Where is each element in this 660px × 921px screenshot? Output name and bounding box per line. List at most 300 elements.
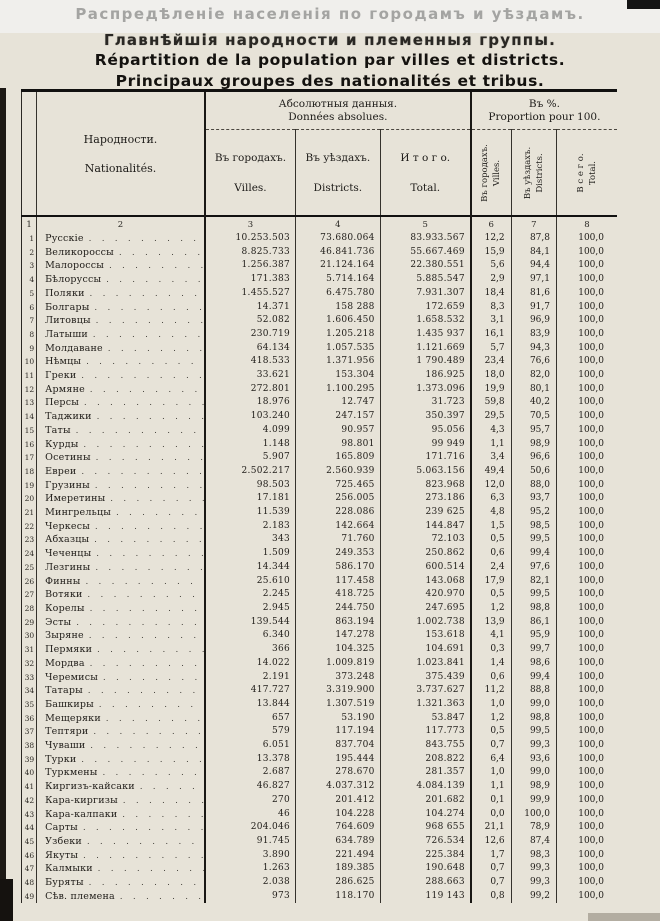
cities-value: 14.371 [205,301,296,315]
row-number: 47 [22,862,37,876]
table-row [22,465,618,479]
districts-value: 725.465 [296,479,381,493]
pct-total-value: 100,0 [578,342,604,353]
pct-total-label-fr: Total. [587,160,598,185]
total-value: 1.658.532 [380,314,471,328]
nationality-label: Русскіе [45,233,84,244]
cities-value: 6.051 [205,739,296,753]
table-row [22,273,618,287]
districts-value: 228.086 [296,506,381,520]
nationality-label: Литовцы [45,315,91,327]
pct-total-value: 100,0 [578,644,604,655]
nationality-label: Курды [45,438,79,450]
pct-total-value: 100,0 [578,753,604,764]
districts-value: 142.664 [296,520,381,534]
column-number: 7 [511,216,556,232]
nationality-name [37,780,205,794]
total-value: 22.380.551 [380,259,471,273]
dot-leader [95,301,204,315]
row-number: 43 [22,808,37,822]
districts-value: 189.385 [296,862,381,876]
total-value: 104.274 [380,808,471,822]
nationality-name [37,808,205,822]
nationality-name [37,588,205,602]
cities-value: 343 [205,533,296,547]
total-value: 143.068 [380,575,471,589]
districts-label-ru: Въ уѣздахъ. [305,151,371,164]
row-number: 32 [22,657,37,671]
row-number: 42 [22,794,37,808]
districts-label-fr: Districts. [313,181,363,194]
pct-total-value: 100,0 [578,863,604,874]
pct-cities-value: 6,3 [471,492,511,506]
nationality-name [37,301,205,315]
row-number: 5 [22,287,37,301]
pct-cities-label-ru: Въ городахъ. [480,143,491,202]
pct-cities-value: 0,7 [471,739,511,753]
pct-total-value: 100,0 [578,452,604,463]
table-row [22,753,618,767]
table-row [22,616,618,630]
table-row [22,561,618,575]
total-value: 823.968 [380,479,471,493]
districts-value: 53.190 [296,712,381,726]
districts-value: 1.371.956 [296,355,381,369]
total-value: 190.648 [380,862,471,876]
table-row [22,232,618,246]
pct-total-value: 100,0 [578,726,604,737]
dot-leader [97,643,204,657]
row-number: 36 [22,712,37,726]
pct-cities-value: 0,8 [471,890,511,904]
pct-districts-value: 91,7 [511,301,556,315]
total-value: 4.084.139 [380,780,471,794]
nationality-name [37,451,205,465]
pct-total-value: 100,0 [578,698,604,709]
dot-leader [108,342,204,356]
pct-total-value: 100,0 [578,287,604,298]
cities-value: 103.240 [205,410,296,424]
nationality-label: Армяне [45,383,85,395]
total-value: 1.435 937 [380,328,471,342]
districts-value: 373.248 [296,671,381,685]
pct-cities-value: 1,4 [471,657,511,671]
cities-value: 52.082 [205,314,296,328]
row-number: 49 [22,890,37,904]
pct-districts-value: 96,6 [511,451,556,465]
dot-leader [88,684,204,698]
absolute-data-group-header [205,91,471,130]
nationality-name [37,602,205,616]
districts-value: 5.714.164 [296,273,381,287]
row-number: 34 [22,684,37,698]
total-value: 247.695 [380,602,471,616]
districts-value: 71.760 [296,533,381,547]
cities-value: 91.745 [205,835,296,849]
dot-leader [89,629,204,643]
column-number: 8 [556,216,617,232]
cities-value: 139.544 [205,616,296,630]
table-row [22,684,618,698]
total-value: 153.618 [380,629,471,643]
cities-value: 2.945 [205,602,296,616]
table-row [22,520,618,534]
pct-cities-value: 0,7 [471,862,511,876]
pct-cities-value: 12,2 [471,232,511,246]
dot-leader [109,259,204,273]
table-row [22,424,618,438]
table-row [22,533,618,547]
percent-group-header [471,91,617,130]
total-value: 208.822 [380,753,471,767]
total-value: 171.716 [380,451,471,465]
nationality-label: Персы [45,397,79,409]
districts-value: 634.789 [296,835,381,849]
dot-leader [84,396,204,410]
cities-value: 1.455.527 [205,287,296,301]
row-number: 45 [22,835,37,849]
column-number: 4 [296,216,381,232]
dot-leader [106,273,204,287]
pct-districts-value: 98,3 [511,849,556,863]
dot-leader [122,808,203,822]
pct-cities-value: 5,6 [471,259,511,273]
nationality-name [37,424,205,438]
nationality-name [37,794,205,808]
total-value: 1.321.363 [380,698,471,712]
nationality-name [37,753,205,767]
districts-value: 278.670 [296,766,381,780]
nationality-label: Черкесы [45,520,90,532]
pct-total-value: 100,0 [578,274,604,285]
pct-total-value: 100,0 [578,438,604,449]
districts-value: 1.009.819 [296,657,381,671]
districts-value: 147.278 [296,629,381,643]
pct-cities-value: 0,3 [471,643,511,657]
cities-value: 270 [205,794,296,808]
row-number: 7 [22,314,37,328]
districts-value: 90.957 [296,424,381,438]
pct-districts-value: 98,9 [511,438,556,452]
total-value: 186.925 [380,369,471,383]
pct-total-value: 100,0 [578,507,604,518]
total-value: 288.663 [380,876,471,890]
table-row [22,629,618,643]
nationality-label: Малороссы [45,260,105,272]
total-value: 55.667.469 [380,246,471,260]
pct-cities-value: 12,6 [471,835,511,849]
table-row [22,314,618,328]
pct-districts-value: 98,6 [511,657,556,671]
pct-districts-value: 99,0 [511,766,556,780]
cities-value: 2.245 [205,588,296,602]
nationality-label: Лезгины [45,561,91,573]
nationality-label: Финны [45,575,81,587]
table-row [22,451,618,465]
districts-value: 247.157 [296,410,381,424]
column-number: 2 [37,216,205,232]
nationality-name [37,506,205,520]
pct-cities-value: 49,4 [471,465,511,479]
pct-districts-value: 40,2 [511,396,556,410]
nationality-label: Узбеки [45,835,82,847]
cities-value: 5.907 [205,451,296,465]
total-value: 281.357 [380,766,471,780]
districts-value: 837.704 [296,739,381,753]
districts-value: 286.625 [296,876,381,890]
pct-cities-value: 16,1 [471,328,511,342]
pct-cities-value: 4,3 [471,424,511,438]
percent-group-label-ru: Въ %. [528,97,560,110]
districts-value: 586.170 [296,561,381,575]
pct-cities-value: 1,2 [471,602,511,616]
row-number: 3 [22,259,37,273]
nationality-label: Осетины [45,452,91,464]
nationality-name [37,849,205,863]
row-number-column-header [22,91,37,217]
nationality-label: Кара-калпаки [45,808,118,820]
nationality-label: Абхазцы [45,534,90,546]
nationality-name [37,862,205,876]
districts-value: 118.170 [296,890,381,904]
pct-cities-value: 2,9 [471,273,511,287]
cities-value: 579 [205,725,296,739]
nationality-name [37,287,205,301]
table-row [22,410,618,424]
row-number: 23 [22,533,37,547]
row-number: 8 [22,328,37,342]
pct-districts-value: 99,5 [511,533,556,547]
total-value: 350.397 [380,410,471,424]
row-number: 2 [22,246,37,260]
total-value: 5.063.156 [380,465,471,479]
pct-total-value: 100,0 [578,328,604,339]
cities-value: 25.610 [205,575,296,589]
dot-leader [89,232,204,246]
cities-value: 3.890 [205,849,296,863]
nationality-name [37,396,205,410]
table-body [22,232,618,903]
percent-group-label-fr: Proportion pour 100. [488,110,601,123]
table-row [22,588,618,602]
pct-total-value: 100,0 [578,548,604,559]
row-number: 10 [22,355,37,369]
row-number: 40 [22,766,37,780]
table-row [22,355,618,369]
cities-value: 14.344 [205,561,296,575]
pct-total-value: 100,0 [578,808,604,819]
pct-total-value: 100,0 [578,561,604,572]
nationality-label: Мещеряки [45,712,101,724]
pct-districts-value: 99,5 [511,588,556,602]
dot-leader [84,438,204,452]
cities-value: 46.827 [205,780,296,794]
pct-cities-value: 15,9 [471,246,511,260]
nationality-label: Таты [45,424,71,436]
nationality-name [37,712,205,726]
row-number: 20 [22,492,37,506]
cities-value: 13.844 [205,698,296,712]
cities-value: 1.263 [205,862,296,876]
pct-cities-value: 0,6 [471,547,511,561]
dot-leader [96,451,204,465]
pct-total-value: 100,0 [578,671,604,682]
nationality-name [37,876,205,890]
table-row [22,698,618,712]
pct-districts-value: 100,0 [511,808,556,822]
pct-total-value: 100,0 [578,616,604,627]
pct-total-value: 100,0 [578,877,604,888]
scan-smudge [588,913,660,921]
total-value: 53.847 [380,712,471,726]
cities-value: 1.256.387 [205,259,296,273]
pct-cities-value: 1,1 [471,780,511,794]
pct-districts-value: 93,7 [511,492,556,506]
districts-value: 256.005 [296,492,381,506]
table-row [22,671,618,685]
table-row [22,369,618,383]
nationality-name [37,232,205,246]
cities-value: 14.022 [205,657,296,671]
districts-value: 46.841.736 [296,246,381,260]
pct-total-value: 100,0 [578,794,604,805]
pct-districts-value: 80,1 [511,383,556,397]
pct-districts-value: 99,5 [511,725,556,739]
dot-leader [95,561,203,575]
pct-districts-value: 97,1 [511,273,556,287]
scan-gutter-foot [0,879,13,921]
nationality-label: Молдаване [45,342,103,354]
cities-value: 171.383 [205,273,296,287]
pct-total-value: 100,0 [578,493,604,504]
nationality-name [37,479,205,493]
total-label-fr: Total. [410,181,441,194]
title-block [30,30,630,92]
cities-value: 17.181 [205,492,296,506]
pct-cities-value: 29,5 [471,410,511,424]
pct-cities-value: 1,0 [471,698,511,712]
total-value: 172.659 [380,301,471,315]
pct-cities-value: 3,4 [471,451,511,465]
districts-value: 1.606.450 [296,314,381,328]
row-number: 16 [22,438,37,452]
table-row [22,506,618,520]
pct-total-value: 100,0 [578,233,604,243]
pct-districts-value: 99,7 [511,643,556,657]
dot-leader [97,410,204,424]
row-number: 13 [22,396,37,410]
dot-leader [103,671,204,685]
dot-leader [119,246,204,260]
pct-total-value: 100,0 [578,589,604,600]
pct-total-value: 100,0 [578,411,604,422]
dot-leader [88,588,204,602]
cities-value: 2.687 [205,766,296,780]
pct-districts-value: 82,1 [511,575,556,589]
nationality-label: Евреи [45,465,77,477]
dot-leader [90,602,204,616]
nationality-name [37,561,205,575]
pct-cities-value: 8,3 [471,301,511,315]
pct-districts-label-ru: Въ уѣздахъ. [522,146,533,199]
dot-leader [87,835,204,849]
row-number: 14 [22,410,37,424]
cities-label-ru: Въ городахъ. [214,151,287,164]
pct-total-value: 100,0 [578,301,604,312]
row-number: 12 [22,383,37,397]
dot-leader [106,712,204,726]
pct-districts-value: 99,2 [511,890,556,904]
pct-total-value: 100,0 [578,246,604,257]
nationality-name [37,328,205,342]
nationality-label: Имеретины [45,493,106,505]
scan-corner-mark [627,0,660,9]
dot-leader [103,766,204,780]
dot-leader [76,424,204,438]
dot-leader [83,849,204,863]
pct-districts-value: 50,6 [511,465,556,479]
nationality-label: Буряты [45,877,84,889]
dot-leader [83,821,204,835]
pct-cities-value: 5,7 [471,342,511,356]
nationalities-label-fr: Nationalités. [84,161,157,175]
pct-total-value: 100,0 [578,315,604,326]
row-number: 37 [22,725,37,739]
districts-value: 104.228 [296,808,381,822]
cities-value: 417.727 [205,684,296,698]
pct-cities-value: 0,7 [471,876,511,890]
table-row [22,808,618,822]
cities-label-fr: Villes. [234,181,267,194]
row-number: 9 [22,342,37,356]
total-value: 3.737.627 [380,684,471,698]
pct-cities-value: 0,5 [471,588,511,602]
pct-districts-value: 98,8 [511,712,556,726]
nationality-label: Пермяки [45,644,93,656]
nationality-name [37,273,205,287]
pct-districts-value: 99,3 [511,876,556,890]
absolute-group-label-fr: Données absolues. [288,110,388,123]
pct-cities-value: 23,4 [471,355,511,369]
districts-value: 1.100.295 [296,383,381,397]
nationality-label: Сѣв. племена [45,890,115,902]
table-row [22,259,618,273]
cities-value: 2.502.217 [205,465,296,479]
cities-value: 33.621 [205,369,296,383]
nationality-name [37,547,205,561]
nationality-name [37,492,205,506]
table-row [22,438,618,452]
nationality-label: Кара-киргизы [45,794,118,806]
table-row [22,246,618,260]
nationality-name [37,383,205,397]
total-value: 83.933.567 [380,232,471,246]
pct-cities-column-header [471,130,511,217]
nationality-name [37,355,205,369]
scan-gutter-strip [0,88,6,921]
pct-cities-value: 2,4 [471,561,511,575]
dot-leader [116,506,204,520]
nationality-label: Тептяри [45,726,89,738]
row-number: 27 [22,588,37,602]
pct-cities-value: 18,4 [471,287,511,301]
districts-value: 1.205.218 [296,328,381,342]
pct-districts-value: 87,8 [511,232,556,246]
pct-districts-value: 86,1 [511,616,556,630]
districts-value: 12.747 [296,396,381,410]
pct-districts-value: 95,2 [511,506,556,520]
total-value: 273.186 [380,492,471,506]
